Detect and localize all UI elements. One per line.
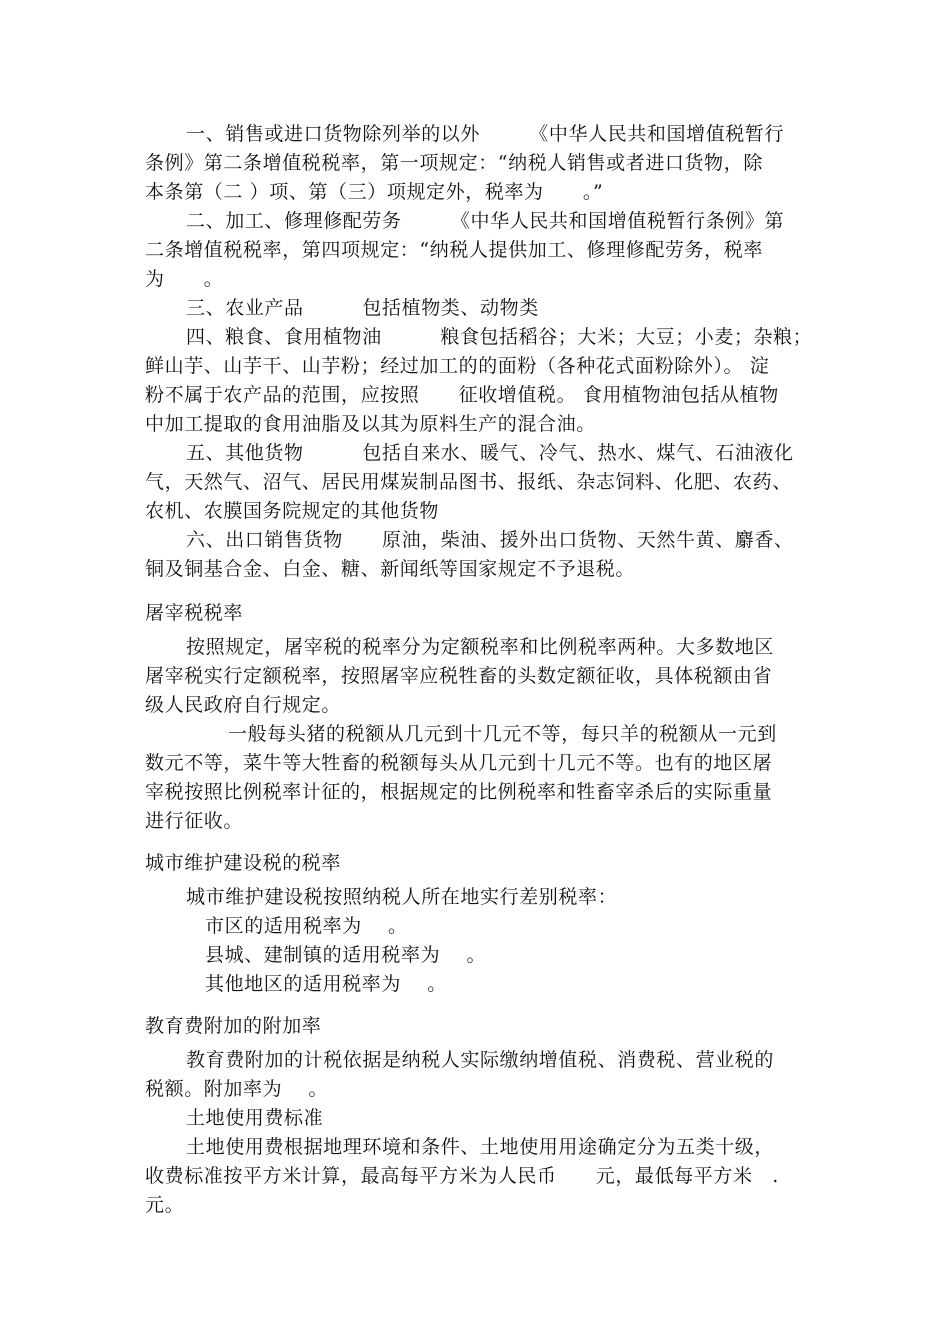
city-tax-urban-rate: 市区的适用税率为 。 <box>205 915 408 937</box>
land-use-fee-line-3: 元。 <box>145 1194 185 1216</box>
vat-item-3-line-1: 三、农业产品 包括植物类、动物类 <box>186 297 539 319</box>
slaughter-tax-line-5: 数元不等，菜牛等大牲畜的税额每头从几元到十几元不等。也有的地区屠 <box>145 752 773 774</box>
city-tax-heading: 城市维护建设税的税率 <box>145 852 342 874</box>
slaughter-tax-line-6: 宰税按照比例税率计征的，根据规定的比例税率和牲畜宰杀后的实际重量 <box>145 781 773 803</box>
vat-item-1-line-1: 一、销售或进口货物除列举的以外 《中华人民共和国增值税暂行 <box>186 123 785 145</box>
vat-item-6-line-2: 铜及铜基合金、白金、糖、新闻纸等国家规定不予退税。 <box>145 558 636 580</box>
vat-item-5-line-3: 农机、农膜国务院规定的其他货物 <box>145 500 440 522</box>
vat-item-5-line-1: 五、其他货物 包括自来水、暖气、冷气、热水、煤气、石油液化 <box>186 442 794 464</box>
vat-item-2-line-1: 二、加工、修理修配劳务 《中华人民共和国增值税暂行条例》第 <box>186 210 785 232</box>
vat-item-1-line-2: 条例》第二条增值税税率，第一项规定：“纳税人销售或者进口货物，除 <box>145 152 763 174</box>
vat-item-1-line-3: 本条第（二 ）项、第（三）项规定外，税率为 。” <box>145 181 604 203</box>
city-tax-county-rate: 县城、建制镇的适用税率为 。 <box>205 944 487 966</box>
city-tax-other-rate: 其他地区的适用税率为 。 <box>205 973 447 995</box>
slaughter-tax-line-7: 进行征收。 <box>145 810 244 832</box>
vat-item-4-line-2: 鲜山芋、山芋干、山芋粉；经过加工的的面粉（各种花式面粉除外）。 淀 <box>145 355 770 377</box>
vat-item-2-line-2: 二条增值税税率，第四项规定：“纳税人提供加工、修理修配劳务，税率 <box>145 239 763 261</box>
vat-item-4-line-1: 四、粮食、食用植物油 粮食包括稻谷；大米；大豆；小麦；杂粮； <box>186 326 813 348</box>
land-use-fee-line-2: 收费标准按平方米计算，最高每平方米为人民币 元，最低每平方米 . <box>145 1165 779 1187</box>
slaughter-tax-heading: 屠宰税税率 <box>145 602 244 624</box>
vat-item-4-line-4: 中加工提取的食用油脂及以其为原料生产的混合油。 <box>145 413 596 435</box>
slaughter-tax-line-4: 一般每头猪的税额从几元到十几元不等，每只羊的税额从一元到 <box>228 723 777 745</box>
city-tax-line-1: 城市维护建设税按照纳税人所在地实行差别税率： <box>186 886 618 908</box>
slaughter-tax-line-2: 屠宰税实行定额税率，按照屠宰应税牲畜的头数定额征收，具体税额由省 <box>145 665 773 687</box>
slaughter-tax-line-1: 按照规定，屠宰税的税率分为定额税率和比例税率两种。大多数地区 <box>186 636 775 658</box>
education-surcharge-line-2: 税额。附加率为 。 <box>145 1078 329 1100</box>
land-use-fee-line-1: 土地使用费根据地理环境和条件、土地使用用途确定分为五类十级， <box>186 1136 775 1158</box>
vat-item-6-line-1: 六、出口销售货物 原油，柴油、援外出口货物、天然牛黄、麝香、 <box>186 529 794 551</box>
land-use-fee-heading: 土地使用费标准 <box>186 1107 324 1129</box>
vat-item-2-line-3: 为 。 <box>145 268 224 290</box>
slaughter-tax-line-3: 级人民政府自行规定。 <box>145 694 342 716</box>
vat-item-4-line-3: 粉不属于农产品的范围，应按照 征收增值税。 食用植物油包括从植物 <box>145 384 779 406</box>
education-surcharge-heading: 教育费附加的附加率 <box>145 1015 322 1037</box>
education-surcharge-line-1: 教育费附加的计税依据是纳税人实际缴纳增值税、消费税、营业税的 <box>186 1049 775 1071</box>
vat-item-5-line-2: 气，天然气、沼气、居民用煤炭制品图书、报纸、杂志饲料、化肥、农药、 <box>145 471 792 493</box>
